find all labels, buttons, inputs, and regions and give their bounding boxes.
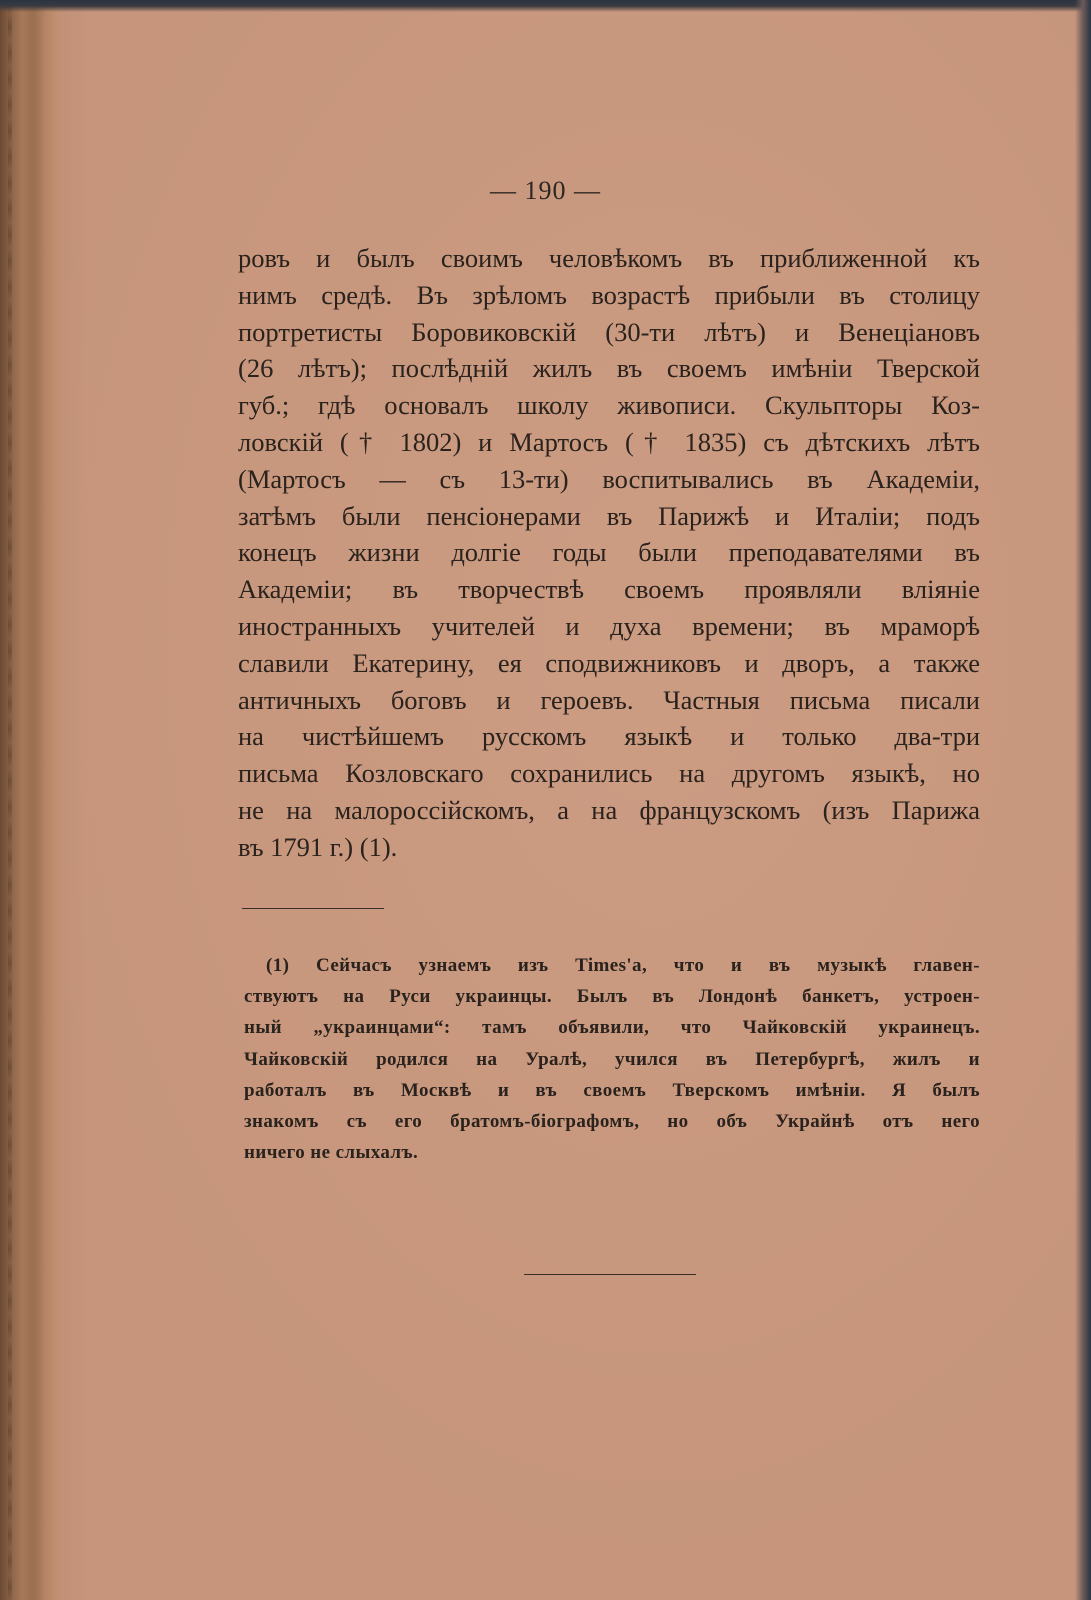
body-line: иностранныхъ учителей и духа времени; въ мраморѣ	[238, 610, 980, 641]
body-line: не на малороссійскомъ, а на французскомъ (изъ Парижа	[238, 794, 980, 825]
footnote-line: работалъ въ Москвѣ и въ своемъ Тверскомъ имѣніи. Я былъ	[244, 1079, 980, 1101]
page-right-edge	[1075, 0, 1091, 1600]
body-line: затѣмъ были пенсіонерами въ Парижѣ и Италіи; подъ	[238, 500, 980, 531]
body-line: Академіи; въ творчествѣ своемъ проявляли вліяніе	[238, 574, 980, 605]
footnote-line: Чайковскій родился на Уралѣ, учился въ Петербургѣ, жилъ и	[244, 1048, 980, 1070]
body-line: конецъ жизни долгіе годы были преподавателями въ	[238, 537, 980, 568]
body-paragraph	[238, 240, 980, 866]
book-spine-edge	[0, 0, 62, 1600]
footnote-line: ничего не слыхалъ.	[244, 1142, 419, 1164]
body-line: губ.; гдѣ основалъ школу живописи. Скульпторы Коз-	[238, 390, 980, 421]
body-line: въ 1791 г.) (1).	[238, 831, 398, 862]
footnote	[244, 950, 980, 1168]
body-line: славили Екатерину, ея сподвижниковъ и дворъ, а также	[238, 647, 980, 678]
footnote-line: знакомъ съ его братомъ-біографомъ, но объ Украйнѣ отъ него	[244, 1110, 980, 1132]
body-line: письма Козловскаго сохранились на другомъ языкѣ, но	[238, 758, 980, 789]
footnote-line: ный „украинцами“: тамъ объявили, что Чайковскій украинецъ.	[244, 1017, 980, 1039]
footnote-line: (1) Сейчасъ узнаемъ изъ Times'а, что и въ музыкѣ главен-	[266, 955, 980, 976]
body-line: (Мартосъ — съ 13-ти) воспитывались въ Академіи,	[238, 463, 980, 494]
footnote-separator-rule	[242, 908, 384, 909]
body-line: на чистѣйшемъ русскомъ языкѣ и только два-три	[238, 721, 980, 752]
end-of-chapter-rule	[524, 1274, 696, 1275]
body-line: античныхъ боговъ и героевъ. Частныя письма писали	[238, 684, 980, 715]
body-line: ловскій († 1802) и Мартосъ († 1835) съ дѣтскихъ лѣтъ	[238, 426, 980, 457]
body-line: нимъ средѣ. Въ зрѣломъ возрастѣ прибыли въ столицу	[238, 279, 980, 310]
page-number: — 190 —	[490, 176, 601, 205]
body-line: ровъ и былъ своимъ человѣкомъ въ приближенной къ	[238, 243, 980, 273]
body-line: портретисты Боровиковскій (30-ти лѣтъ) и Венеціановъ	[238, 316, 980, 347]
footnote-line: ствуютъ на Руси украинцы. Былъ въ Лондонѣ банкетъ, устроен-	[244, 986, 980, 1008]
body-line: (26 лѣтъ); послѣдній жилъ въ своемъ имѣніи Тверской	[238, 353, 980, 384]
page-top-edge	[0, 0, 1091, 12]
